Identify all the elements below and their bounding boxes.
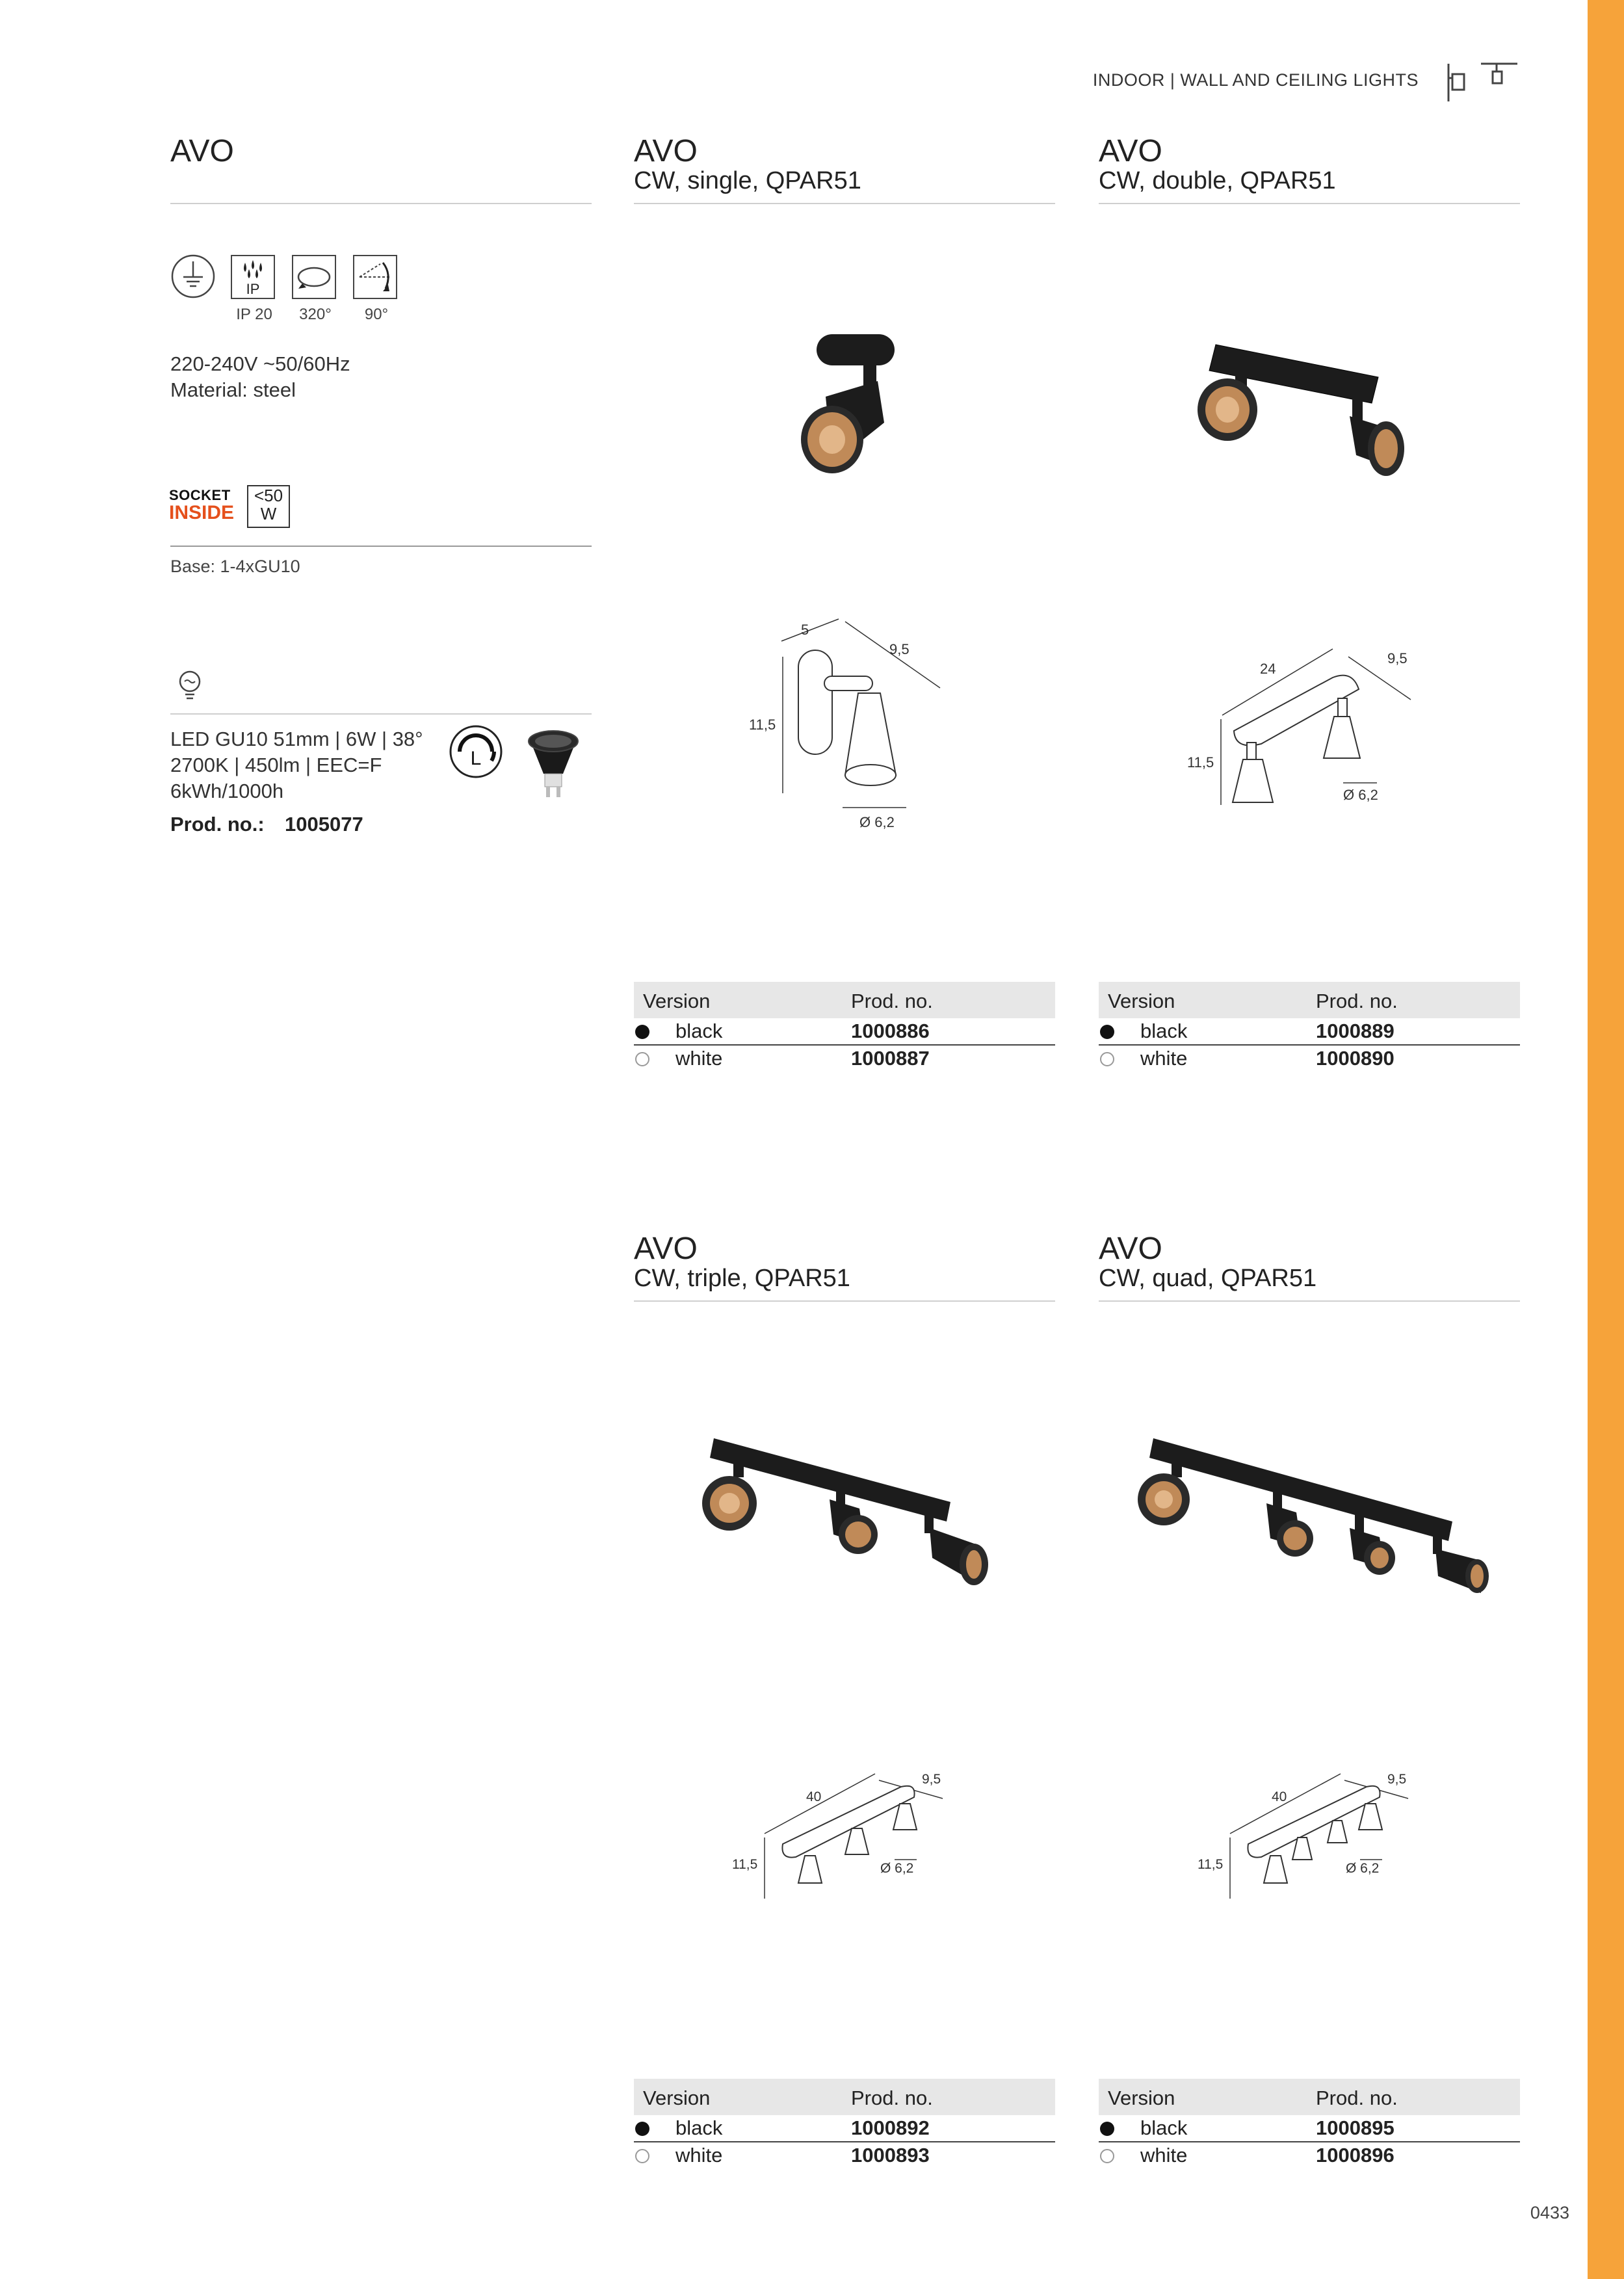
dimension-drawing-triple [728, 1762, 956, 1915]
product-number: 1000893 [851, 2144, 930, 2167]
tilt-icon [353, 255, 397, 299]
table-row [1099, 1018, 1520, 1046]
socket-inside-line2: INSIDE [169, 502, 235, 523]
voltage-spec: 220-240V ~50/60Hz [170, 352, 350, 375]
color-swatch-white [1100, 2149, 1114, 2163]
tilt-caption: 90° [364, 306, 389, 323]
color-swatch-white [1100, 1052, 1114, 1066]
dimension-drawing-double [1183, 644, 1443, 823]
dim-b-label: 9,5 [1387, 650, 1408, 666]
col-prod-no: Prod. no. [1316, 2087, 1398, 2109]
col-prod-no: Prod. no. [851, 2087, 933, 2109]
page-number: 0433 [1530, 2203, 1569, 2222]
dimension-drawing-quad [1194, 1762, 1421, 1915]
table-header [634, 982, 1055, 1018]
ip-rating-icon [231, 255, 275, 299]
product-subtitle: CW, quad, QPAR51 [1099, 1265, 1317, 1292]
dim-d-label: Ø 6,2 [880, 1861, 914, 1876]
material-spec: Material: steel [170, 378, 296, 401]
version-table [1099, 982, 1520, 1072]
product-number: 1000889 [1316, 1020, 1395, 1042]
product-photo-triple [697, 1430, 996, 1596]
color-swatch-white [635, 1052, 649, 1066]
divider [1099, 1300, 1520, 1302]
version-table [1099, 2079, 1520, 2168]
product-photo-single [787, 325, 917, 484]
base-spec: Base: 1-4xGU10 [170, 557, 300, 576]
dim-a-label: 40 [806, 1789, 822, 1804]
dimension-drawing-single [741, 618, 962, 842]
dim-d-label: Ø 6,2 [1346, 1861, 1380, 1876]
product-number: 1000892 [851, 2116, 930, 2139]
dim-b-label: 9,5 [1387, 1772, 1407, 1787]
product-subtitle: CW, single, QPAR51 [634, 167, 861, 194]
version-table [634, 982, 1055, 1072]
version-name: white [1140, 1047, 1188, 1070]
table-header [634, 2079, 1055, 2115]
color-swatch-black [635, 2122, 649, 2136]
product-subtitle: CW, triple, QPAR51 [634, 1265, 850, 1292]
version-name: white [675, 1047, 723, 1070]
col-prod-no: Prod. no. [1316, 990, 1398, 1012]
bulb-icon [177, 670, 203, 704]
divider [634, 203, 1055, 204]
col-version: Version [643, 2087, 711, 2109]
color-swatch-black [1100, 1025, 1114, 1039]
dim-h-label: 11,5 [749, 717, 776, 733]
product-number: 1000896 [1316, 2144, 1395, 2167]
version-name: black [675, 2116, 723, 2139]
dim-b-label: 9,5 [889, 641, 910, 657]
product-title: AVO [1099, 1232, 1162, 1266]
dim-b-label: 9,5 [922, 1772, 941, 1787]
divider [170, 713, 592, 715]
table-header [1099, 2079, 1520, 2115]
ip-label: IP [246, 281, 260, 297]
dim-a-label: 40 [1272, 1789, 1287, 1804]
divider [170, 546, 592, 547]
dim-h-label: 11,5 [1187, 754, 1214, 771]
product-photo-double [1196, 332, 1430, 491]
divider [634, 1300, 1055, 1302]
version-name: black [1140, 1020, 1188, 1042]
color-swatch-black [635, 1025, 649, 1039]
version-table [634, 2079, 1055, 2168]
ip-caption: IP 20 [236, 306, 272, 323]
product-title: AVO [634, 134, 698, 168]
product-photo-quad [1134, 1430, 1498, 1596]
product-number: 1000887 [851, 1047, 930, 1070]
table-row [1099, 2142, 1520, 2168]
table-row [634, 1046, 1055, 1072]
max-watt-unit: W [260, 504, 277, 523]
dim-h-label: 11,5 [732, 1857, 758, 1872]
table-row [634, 2115, 1055, 2142]
table-row [634, 2142, 1055, 2168]
version-name: black [1140, 2116, 1188, 2139]
dim-d-label: Ø 6,2 [1343, 787, 1378, 803]
section-header: INDOOR | WALL AND CEILING LIGHTS [1092, 70, 1419, 90]
gu10-lamp-image [517, 722, 589, 810]
dim-a-label: 5 [801, 622, 809, 638]
dim-d-label: Ø 6,2 [859, 814, 895, 830]
col-version: Version [1108, 2087, 1175, 2109]
product-number: 1000886 [851, 1020, 930, 1042]
col-version: Version [643, 990, 711, 1012]
version-name: black [675, 1020, 723, 1042]
product-title: AVO [1099, 134, 1162, 168]
lamp-spec-line3: 6kWh/1000h [170, 780, 284, 802]
protection-class-earth-icon [170, 254, 216, 302]
lamp-spec-line1: LED GU10 51mm | 6W | 38° [170, 728, 423, 750]
lamp-spec-line2: 2700K | 450lm | EEC=F [170, 754, 382, 776]
col-prod-no: Prod. no. [851, 990, 933, 1012]
dim-a-label: 24 [1260, 661, 1276, 677]
wall-ceiling-lights-icon [1446, 60, 1524, 109]
divider [1099, 203, 1520, 204]
socket-inside-logo [169, 488, 234, 523]
lamp-prod-number: 1005077 [285, 813, 363, 836]
accent-side-bar [1588, 0, 1624, 2279]
version-name: white [1140, 2144, 1188, 2167]
dim-h-label: 11,5 [1198, 1857, 1224, 1872]
max-watt-value: <50 [254, 486, 283, 505]
product-number: 1000895 [1316, 2116, 1395, 2139]
lamp-prod-label: Prod. no.: [170, 813, 265, 836]
max-watt-box [247, 485, 290, 528]
table-header [1099, 982, 1520, 1018]
table-row [1099, 2115, 1520, 2142]
color-swatch-black [1100, 2122, 1114, 2136]
dimmer-icon [449, 724, 503, 782]
product-number: 1000890 [1316, 1047, 1395, 1070]
socket-inside-line1: SOCKET [169, 487, 231, 503]
divider [170, 203, 592, 204]
table-row [634, 1018, 1055, 1046]
col-version: Version [1108, 990, 1175, 1012]
rotation-icon [292, 255, 336, 299]
product-title: AVO [634, 1232, 698, 1266]
rotation-caption: 320° [299, 306, 332, 323]
dimmer-label: L [470, 748, 482, 769]
version-name: white [675, 2144, 723, 2167]
table-row [1099, 1046, 1520, 1072]
color-swatch-white [635, 2149, 649, 2163]
product-subtitle: CW, double, QPAR51 [1099, 167, 1336, 194]
family-title: AVO [170, 134, 234, 168]
